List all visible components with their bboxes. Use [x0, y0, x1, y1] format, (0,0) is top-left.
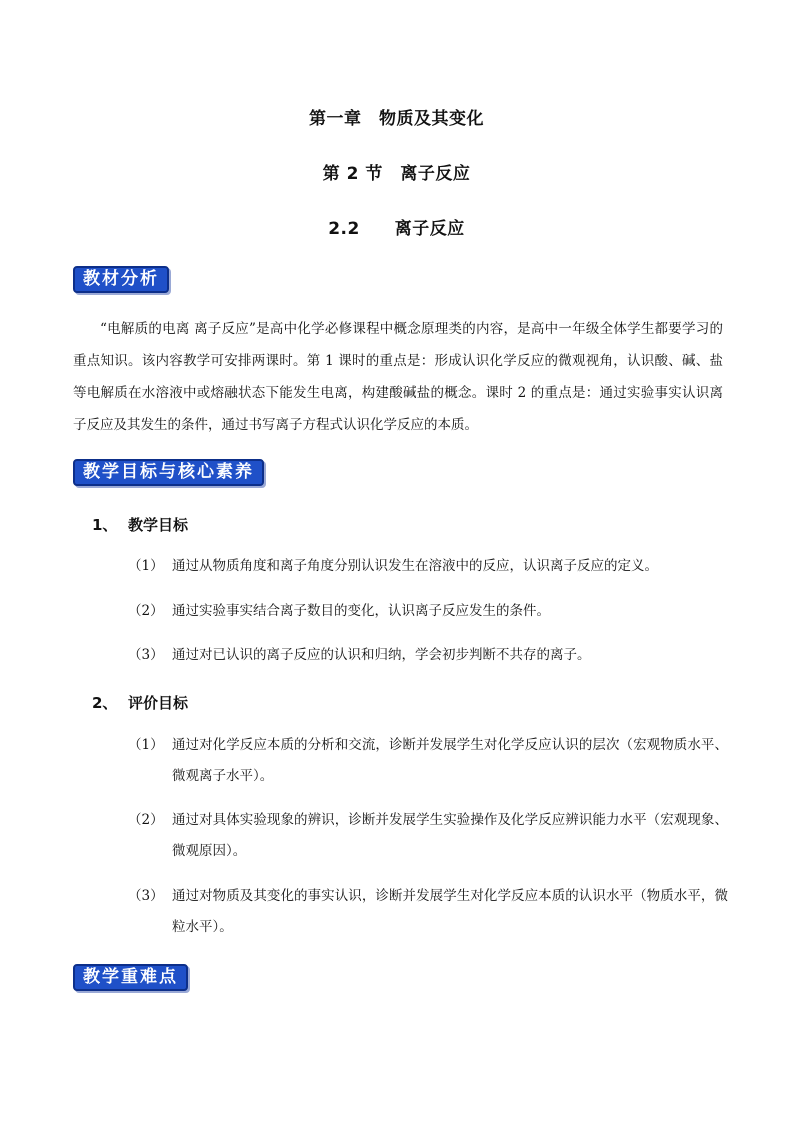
evaluation-goal-item [128, 881, 728, 943]
teaching-goals-number: 1、 [92, 516, 118, 534]
analysis-paragraph: “电解质的电离 离子反应”是高中化学必修课程中概念原理类的内容，是高中一年级全体学生都要学习的重点知识。该内容教学可安排两课时。第 1 课时的重点是：形成认识化学反应的微观视角，认识酸、碱、盐等电解质在水溶液中或熔融状态下能发生电离，构建酸碱盐的概念。课时 2 的重点是：通过实验事实认识离子反应及其发生的条件，通过书写离子方程式认识化学反应的本质。 [73, 321, 723, 433]
teaching-goal-item [128, 551, 728, 582]
item-text: 通过从物质角度和离子角度分别认识发生在溶液中的反应，认识离子反应的定义。 [172, 558, 658, 574]
evaluation-goals-title: 评价目标 [128, 694, 189, 712]
item-number: （3） [128, 888, 164, 904]
item-text: 通过对已认识的离子反应的认识和归纳，学会初步判断不共存的离子。 [172, 647, 591, 663]
teaching-goals-heading [92, 514, 188, 535]
item-number: （3） [128, 647, 164, 663]
chapter-title: 第一章 物质及其变化 [309, 109, 484, 129]
evaluation-goals-heading [92, 692, 188, 713]
item-text: 通过实验事实结合离子数目的变化，认识离子反应发生的条件。 [172, 603, 550, 619]
evaluation-goal-item [128, 730, 728, 792]
teaching-goal-item [128, 640, 728, 671]
item-number: （2） [128, 812, 164, 828]
teaching-goal-item [128, 596, 728, 627]
item-number: （1） [128, 558, 164, 574]
section-title: 第 2 节 离子反应 [322, 164, 471, 184]
key-difficulties-badge: 教学重难点 [73, 964, 188, 991]
subsection-title: 2.2 离子反应 [328, 219, 465, 239]
item-number: （1） [128, 737, 164, 753]
textbook-analysis-badge: 教材分析 [73, 266, 169, 293]
item-text: 通过对化学反应本质的分析和交流，诊断并发展学生对化学反应认识的层次（宏观物质水平、微观离子水平）。 [172, 737, 728, 784]
evaluation-goal-item [128, 805, 728, 867]
evaluation-goals-number: 2、 [92, 694, 118, 712]
item-text: 通过对具体实验现象的辨识，诊断并发展学生实验操作及化学反应辨识能力水平（宏观现象、微观原因）。 [172, 812, 728, 859]
teaching-goals-title: 教学目标 [128, 516, 189, 534]
objectives-badge: 教学目标与核心素养 [73, 459, 264, 486]
item-text: 通过对物质及其变化的事实认识，诊断并发展学生对化学反应本质的认识水平（物质水平，微粒水平）。 [172, 888, 728, 935]
item-number: （2） [128, 603, 164, 619]
